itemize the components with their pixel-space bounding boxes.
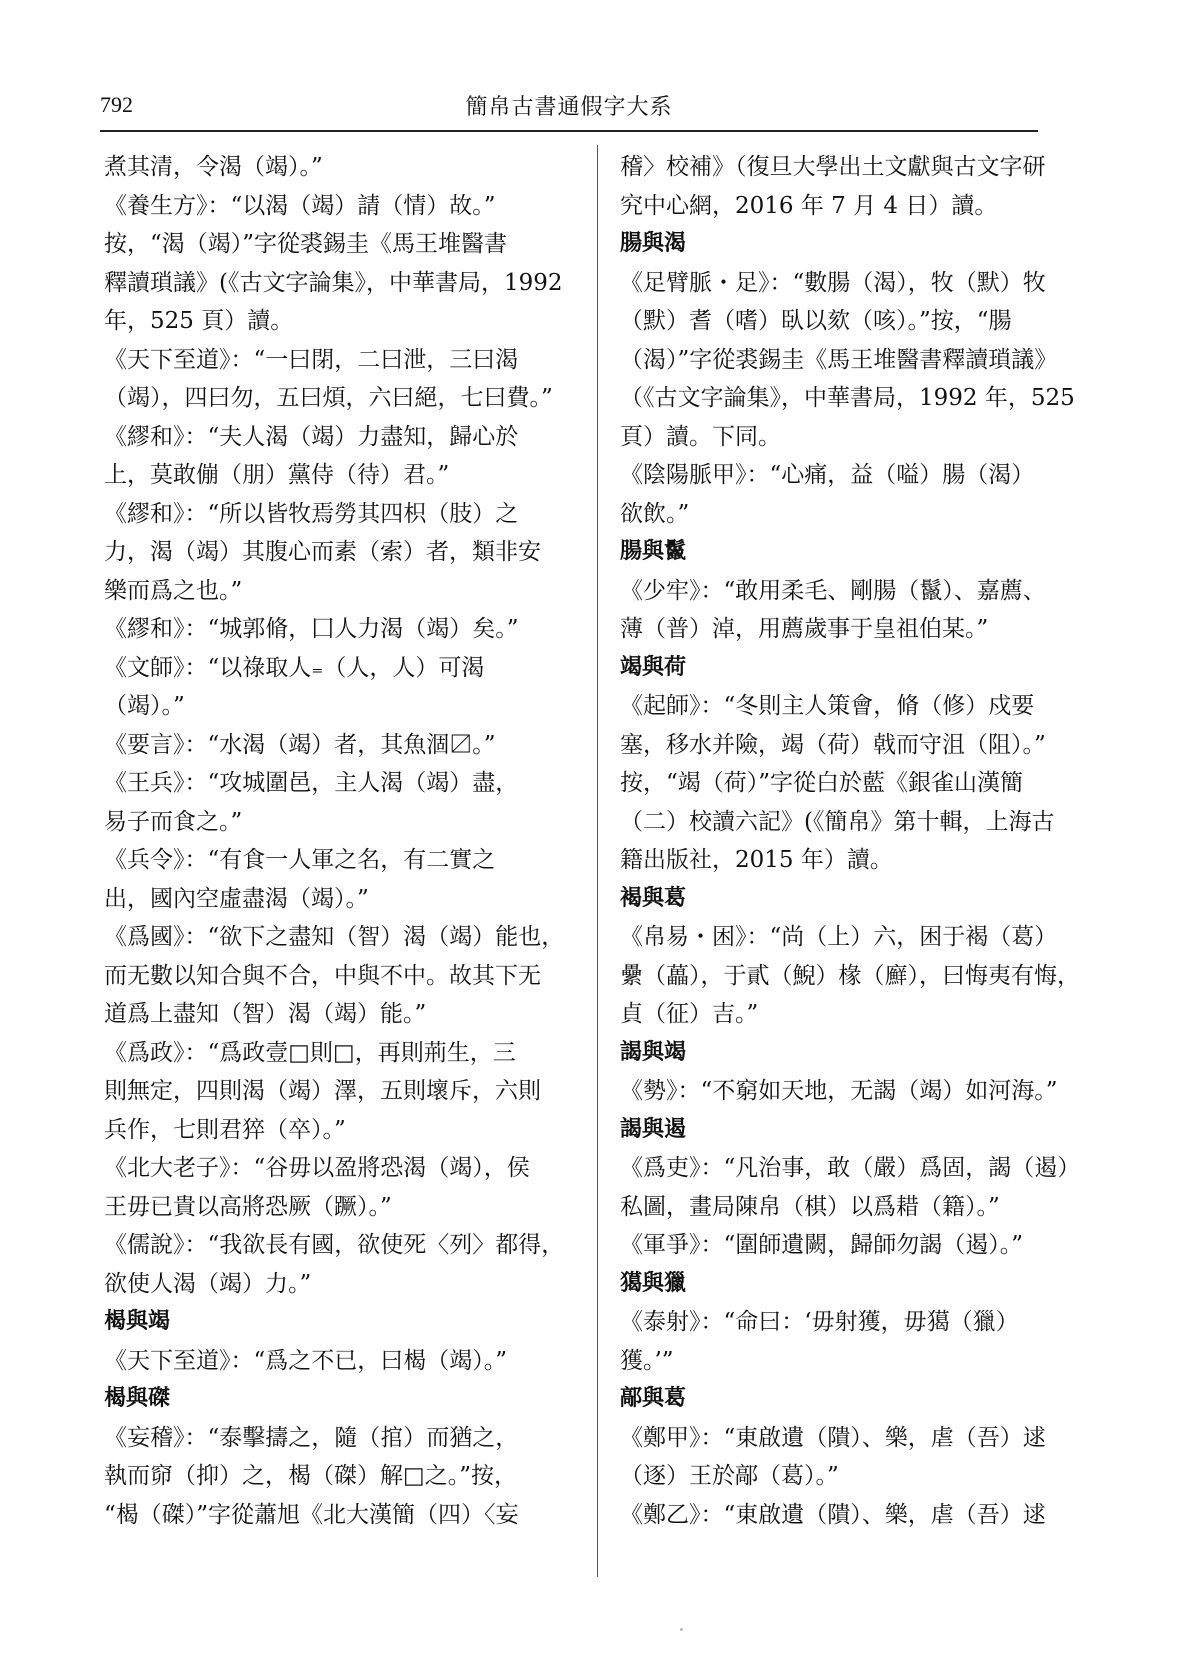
text-line: 《少牢》：“敢用柔毛、剛腸（鬣）、嘉薦、: [620, 577, 1046, 604]
text-line: 執而窌（抑）之，楬（磔）解□之。”按，: [104, 1463, 517, 1489]
text-line: 稽〉校補》（復旦大學出土文獻與古文字研: [620, 154, 1046, 180]
text-line: 上，莫敢傰（朋）黨侍（待）君。”: [104, 462, 450, 488]
text-line: 出，國內空虛盡渴（竭）。”: [104, 885, 369, 912]
text-line: 《文師》：“以祿取人₌（人，人）可渴: [104, 654, 485, 681]
entry-heading: 謁與竭: [620, 1039, 687, 1065]
text-line: 年，525 頁）讀。: [104, 308, 294, 334]
text-line: （逐）王於鄗（葛）。”: [620, 1463, 839, 1489]
entry-heading: 獦與獵: [620, 1270, 687, 1296]
text-line: 《起師》：“冬則主人策會，脩（修）戍要: [620, 693, 1035, 719]
text-line: 釋讀瑣議》(《古文字論集》，中華書局，1992: [104, 269, 563, 296]
text-line: 《鄭乙》：“東啟遺（隤）、樂，虐（吾）逑: [620, 1501, 1046, 1528]
page-number: 792: [100, 92, 133, 117]
page-header: [100, 88, 1038, 130]
entry-heading: 楬與竭: [104, 1309, 171, 1334]
text-line: 《儒說》：“我欲長有國，欲使死〈列〉都得，: [104, 1232, 565, 1258]
text-line: 《爲吏》：“凡治事，敢（嚴）爲固，謁（遏）: [620, 1155, 1081, 1181]
entry-heading: 謁與遏: [620, 1116, 687, 1142]
text-line: 煮其清，令渴（竭）。”: [104, 154, 323, 180]
text-line: “楬（磔）”字從蕭旭《北大漢簡（四）〈妄: [104, 1501, 519, 1528]
entry-heading: 楬與磔: [104, 1386, 171, 1411]
text-line: 《兵令》：“有食一人軍之名，有二實之: [104, 847, 496, 873]
text-line: 《軍爭》：“圍師遺闕，歸師勿謁（遏）。”: [620, 1232, 1024, 1258]
text-line: （《古文字論集》，中華書局，1992 年，525: [620, 385, 1075, 411]
text-line: 則無定，四則渴（竭）澤，五則壞斥，六則: [104, 1078, 541, 1104]
text-line: 纍（藟），于貳（鯢）椽（廯），曰悔夷有悔，: [620, 962, 1080, 989]
text-line: 《繆和》：“夫人渴（竭）力盡知，歸心於: [104, 423, 519, 450]
entry-heading: 竭與荷: [620, 654, 687, 680]
book-title: 簡帛古書通假字大系: [465, 95, 673, 120]
text-line: 力，渴（竭）其腹心而素（索）者，類非安: [104, 539, 541, 565]
text-line: 《天下至道》：“爲之不已，曰楬（竭）。”: [104, 1347, 508, 1374]
right-column: [620, 148, 1081, 1534]
text-line: 《王兵》：“攻城圍邑，主人渴（竭）盡，: [104, 770, 519, 796]
text-line: 欲飲。”: [620, 500, 690, 527]
text-line: 薄（普）淖，用薦歲事于皇祖伯某。”: [620, 616, 989, 642]
entry-heading: 腸與鬣: [620, 539, 687, 564]
text-line: 《鄭甲》：“東啟遺（隤）、樂，虐（吾）逑: [620, 1424, 1046, 1451]
text-line: 《勢》：“不窮如天地，无謁（竭）如河海。”: [620, 1078, 1058, 1104]
text-line: 《養生方》：“以渴（竭）請（情）故。”: [104, 192, 496, 219]
text-line: 《足臂脈・足》：“數腸（渴），牧（默）牧: [620, 269, 1046, 296]
left-column: [104, 148, 574, 1534]
text-line: （竭），四曰勿，五曰煩，六曰絕，七曰費。”: [104, 385, 553, 411]
text-line: 究中心網，2016 年 7 月 4 日）讀。: [620, 192, 998, 219]
text-line: 私圖，畫局陳帛（棋）以爲耤（籍）。”: [620, 1193, 1000, 1220]
text-line: 王毋已貴以高將恐厥（蹶）。”: [104, 1193, 392, 1220]
text-line: 《爲政》：“爲政壹□則□，再則荊生，三: [104, 1039, 516, 1066]
text-line: 貞（征）吉。”: [620, 1001, 759, 1027]
text-line: 道爲上盡知（智）渴（竭）能。”: [104, 1001, 427, 1027]
entry-heading: 褐與葛: [620, 885, 687, 911]
text-line: 《帛易・困》：“尚（上）六，困于褐（葛）: [620, 924, 1058, 950]
text-line: 樂而爲之也。”: [104, 577, 243, 604]
text-line: 按，“渴（竭）”字從裘錫圭《馬王堆醫書: [104, 231, 508, 257]
text-line: （二）校讀六記》(《簡帛》第十輯，上海古: [620, 808, 1055, 835]
text-line: 《要言》：“水渴（竭）者，其魚涸〼。”: [104, 731, 496, 758]
entry-heading: 腸與渴: [620, 231, 687, 256]
text-line: 而无數以知合與不合，中與不中。故其下无: [104, 962, 541, 989]
text-line: 《北大老子》：“谷毋以盈將恐渴（竭），侯: [104, 1155, 530, 1181]
text-line: 兵作，七則君猝（卒）。”: [104, 1116, 346, 1143]
text-line: 籍出版社，2015 年）讀。: [620, 847, 893, 873]
text-line: 《妄稽》：“泰擊擣之，隨（捾）而猶之，: [104, 1424, 519, 1451]
entry-heading: 鄗與葛: [620, 1386, 687, 1411]
scan-speck: [680, 1628, 683, 1631]
text-line: 欲使人渴（竭）力。”: [104, 1270, 312, 1297]
text-line: （默）耆（嗜）臥以欬（咳）。”按，“腸: [620, 308, 1012, 334]
header-rule: [100, 130, 1038, 132]
text-line: （竭）。”: [104, 693, 185, 719]
text-line: （渴）”字從裘錫圭《馬王堆醫書釋讀瑣議》: [620, 346, 1058, 373]
text-line: 《繆和》：“所以皆牧焉勞其四枳（肢）之: [104, 500, 519, 527]
text-line: 易子而食之。”: [104, 808, 243, 835]
text-line: 頁）讀。下同。: [620, 423, 781, 450]
text-line: 《陰陽脈甲》：“心痛，益（嗌）腸（渴）: [620, 462, 1035, 488]
text-line: 《爲國》：“欲下之盡知（智）渴（竭）能也，: [104, 924, 565, 950]
text-line: 獲。’”: [620, 1347, 674, 1374]
text-line: 按，“竭（荷）”字從白於藍《銀雀山漢簡: [620, 770, 1024, 796]
text-line: 《泰射》：“命曰：‘毋射獲，毋獦（獵）: [620, 1309, 1019, 1335]
text-line: 《繆和》：“城郭脩，囗人力渴（竭）矣。”: [104, 616, 519, 642]
text-line: 塞，移水并險，竭（荷）戟而守沮（阻）。”: [620, 731, 1046, 758]
text-line: 《天下至道》：“一曰閉，二曰泄，三曰渴: [104, 346, 519, 373]
column-divider: [597, 145, 598, 1577]
